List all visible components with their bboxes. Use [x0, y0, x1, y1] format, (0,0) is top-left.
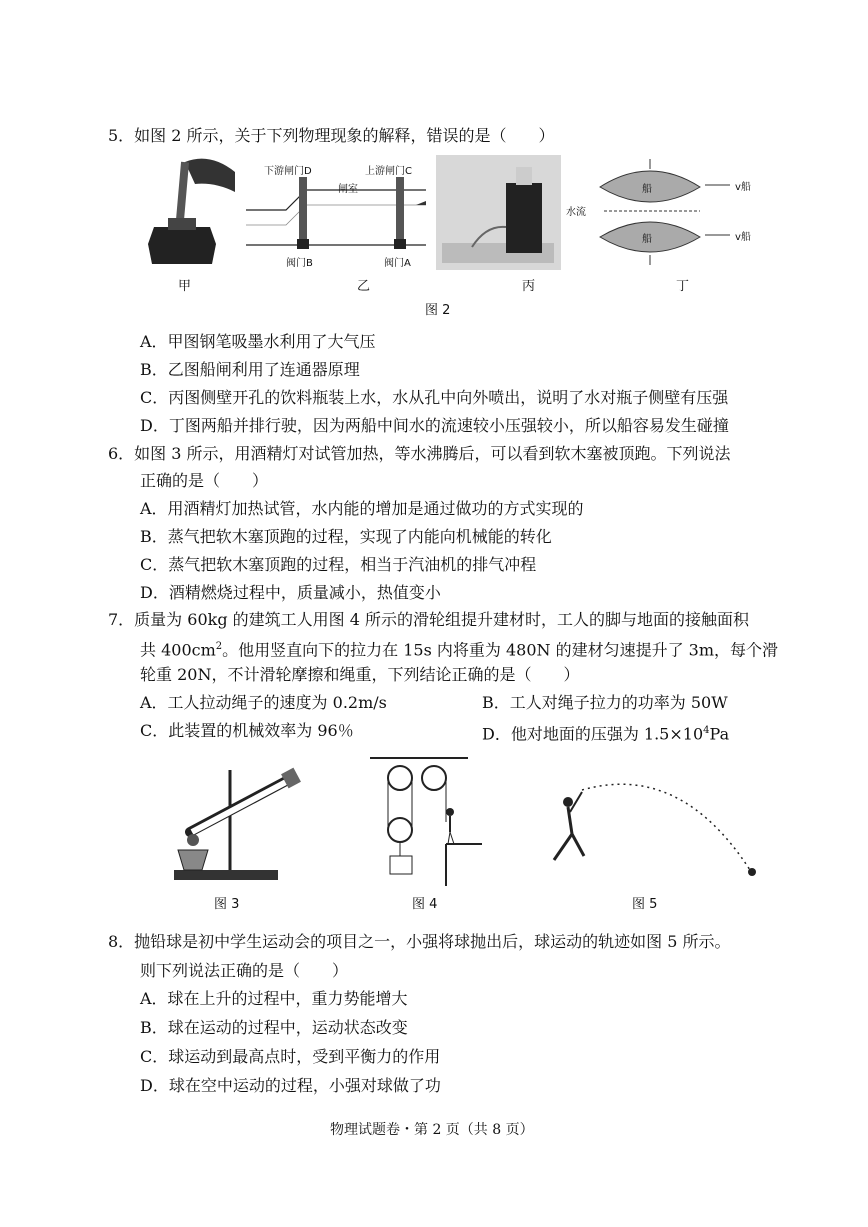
- q6-option-c: C．蒸气把软木塞顶跑的过程，相当于汽油机的排气冲程: [140, 555, 537, 574]
- q5-stem: 5．如图 2 所示，关于下列物理现象的解释，错误的是（ ）: [108, 126, 555, 145]
- page-footer: 物理试题卷・第 2 页（共 8 页）: [330, 1122, 534, 1138]
- fig3-caption: 图 3: [214, 897, 240, 912]
- q7-stem-line3: 轮重 20N，不计滑轮摩擦和绳重，下列结论正确的是（ ）: [140, 665, 580, 684]
- q6-option-a: A．用酒精灯加热试管，水内能的增加是通过做功的方式实现的: [140, 499, 584, 518]
- v-boat-bottom-label: v船: [735, 232, 751, 243]
- pen-ink-figure: [140, 152, 240, 270]
- pulley-system-figure: [364, 752, 494, 886]
- q6-option-d: D．酒精燃烧过程中，质量减小，热值变小: [140, 583, 441, 602]
- shot-put-trajectory-figure: [540, 772, 770, 882]
- q8-option-c: C．球运动到最高点时，受到平衡力的作用: [140, 1047, 441, 1066]
- fig2-caption: 图 2: [425, 303, 451, 318]
- q8-option-a: A．球在上升的过程中，重力势能增大: [140, 989, 408, 1008]
- q7-option-a: A．工人拉动绳子的速度为 0.2m/s: [140, 693, 387, 712]
- bottle-jet-figure: [436, 155, 561, 270]
- q5-option-b: B．乙图船闸利用了连通器原理: [140, 360, 360, 379]
- label-jia: 甲: [178, 279, 192, 294]
- fig5-caption: 图 5: [632, 897, 658, 912]
- water-flow-label: 水流: [566, 207, 586, 218]
- label-valve-b: 阀门B: [286, 258, 313, 269]
- q8-option-d: D．球在空中运动的过程，小强对球做了功: [140, 1076, 441, 1095]
- label-valve-a: 阀门A: [384, 258, 411, 269]
- q6-stem-line2: 正确的是（ ）: [140, 471, 269, 490]
- q5-option-a: A．甲图钢笔吸墨水利用了大气压: [140, 332, 376, 351]
- q8-stem-line1: 8．抛铅球是初中学生运动会的项目之一，小强将球抛出后，球运动的轨迹如图 5 所示。: [108, 932, 731, 951]
- q5-option-d: D．丁图两船并排行驶，因为两船中间水的流速较小压强较小，所以船容易发生碰撞: [140, 416, 729, 435]
- fig4-caption: 图 4: [412, 897, 438, 912]
- label-chamber: 闸室: [338, 184, 358, 195]
- q7-stem-line2: 共 $400cm^2$。他用竖直向下的拉力在 15s 内将重为 480N 的建材匀速提升了 3m，每个滑: [140, 640, 779, 660]
- q6-stem-line1: 6．如图 3 所示，用酒精灯对试管加热，等水沸腾后，可以看到软木塞被顶跑。下列说法: [108, 444, 731, 463]
- test-tube-heating-figure: [168, 760, 308, 890]
- two-boats-figure: [590, 155, 750, 270]
- q6-option-b: B．蒸气把软木塞顶跑的过程，实现了内能向机械能的转化: [140, 527, 552, 546]
- v-boat-top-label: v船: [735, 182, 751, 193]
- q7-option-d: D．他对地面的压强为 $1.5\times 10^4Pa$: [482, 724, 730, 744]
- q8-option-b: B．球在运动的过程中，运动状态改变: [140, 1018, 408, 1037]
- label-ding: 丁: [676, 279, 690, 294]
- boat-bottom-label: 船: [642, 234, 652, 245]
- label-gate-d: 下游闸门D: [264, 166, 312, 177]
- q7-option-c: C．此装置的机械效率为 96％: [140, 721, 354, 740]
- q7-option-b: B．工人对绳子拉力的功率为 50W: [482, 693, 728, 712]
- label-gate-c: 上游闸门C: [365, 166, 412, 177]
- q8-stem-line2: 则下列说法正确的是（ ）: [140, 961, 349, 980]
- label-bing: 丙: [522, 279, 536, 294]
- boat-top-label: 船: [642, 184, 652, 195]
- q7-stem-line1: 7．质量为 60kg 的建筑工人用图 4 所示的滑轮组提升建材时，工人的脚与地面的接触面积: [108, 610, 750, 629]
- label-yi: 乙: [357, 279, 371, 294]
- q5-option-c: C．丙图侧壁开孔的饮料瓶装上水，水从孔中向外喷出，说明了水对瓶子侧壁有压强: [140, 388, 729, 407]
